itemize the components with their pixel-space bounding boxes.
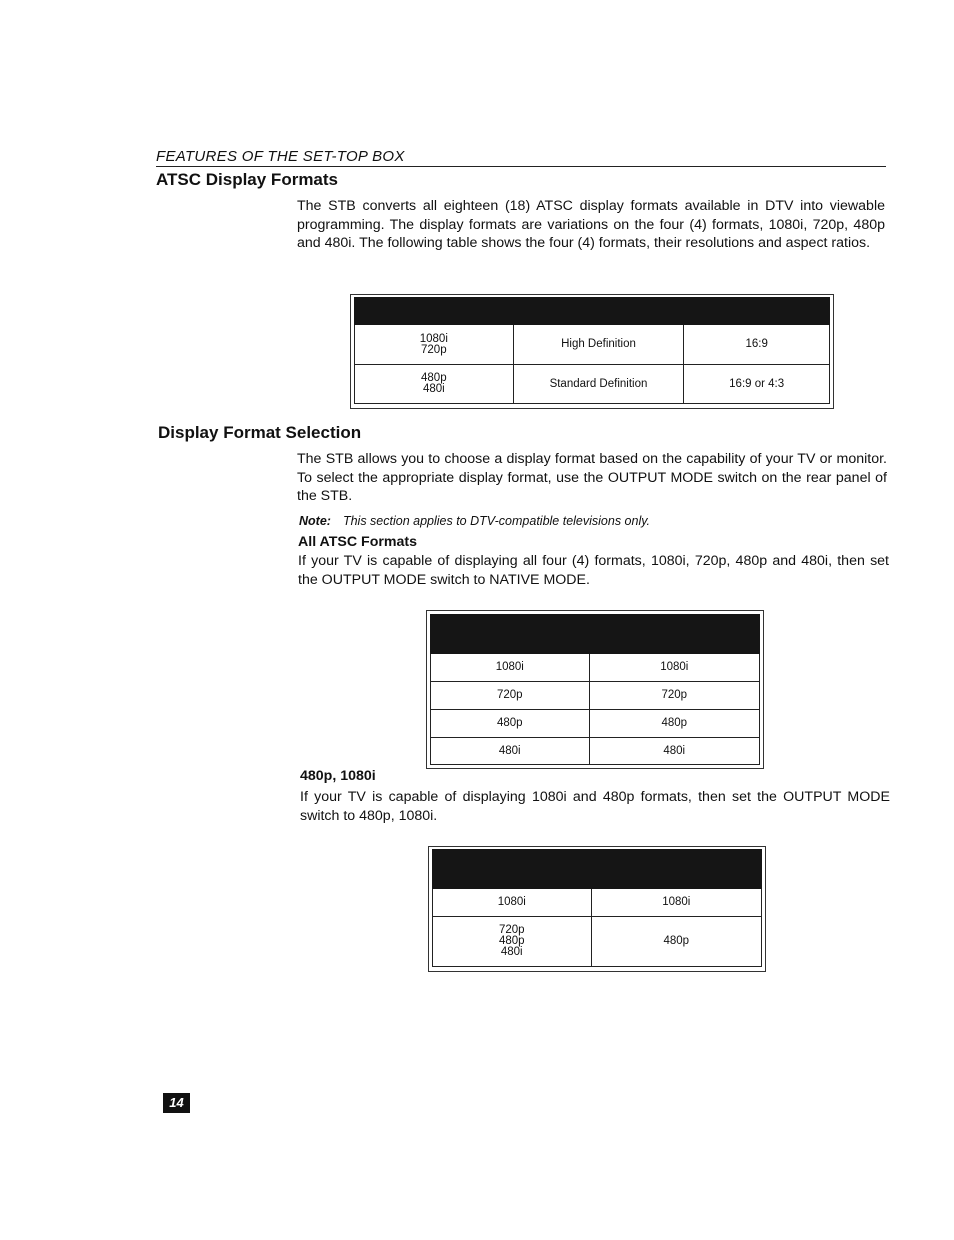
table-header-row bbox=[431, 615, 760, 654]
table-row bbox=[431, 654, 760, 682]
input-cell: 480i bbox=[431, 738, 590, 765]
table-row bbox=[355, 365, 830, 404]
subsection-title-all-atsc: All ATSC Formats bbox=[298, 534, 418, 550]
format-1080i: 1080i bbox=[419, 332, 448, 345]
table-row bbox=[431, 682, 760, 710]
480p-1080i-paragraph: If your TV is capable of displaying 1080i and 480p formats, then set the OUTPUT MODE switch to 480p, 1080i. bbox=[300, 789, 890, 824]
input-cell: 480p bbox=[431, 710, 590, 738]
output-cell: 1080i bbox=[589, 654, 759, 682]
format-480p: 480p bbox=[421, 372, 447, 384]
table-row bbox=[355, 325, 830, 365]
page-number: 14 bbox=[163, 1093, 190, 1113]
intro-paragraph: The STB converts all eighteen (18) ATSC display formats available in DTV into viewable programming. The display formats are variations on the four (4) formats, 1080i, 720p, 480p and 480i. The following table shows the four (4) formats, their resolutions and aspect ratios. bbox=[297, 198, 885, 252]
output-cell: 480i bbox=[589, 738, 759, 765]
table-header-row bbox=[433, 850, 762, 889]
format-480i: 480i bbox=[422, 383, 445, 395]
aspect-cell: 16:9 or 4:3 bbox=[684, 365, 830, 404]
format-720p: 720p bbox=[421, 343, 447, 356]
table-row bbox=[431, 710, 760, 738]
note-text: This section applies to DTV-compatible televisions only. bbox=[342, 514, 651, 528]
table-row bbox=[433, 889, 762, 917]
format-480p: 480p bbox=[498, 935, 525, 947]
format-cell bbox=[355, 365, 514, 404]
format-cell bbox=[355, 325, 514, 365]
input-cell: 1080i bbox=[431, 654, 590, 682]
output-cell: 480p bbox=[591, 917, 761, 967]
format-720p: 720p bbox=[498, 924, 525, 936]
section-title-atsc-formats: ATSC Display Formats bbox=[156, 170, 339, 189]
table-row bbox=[431, 738, 760, 765]
table-header-row bbox=[355, 298, 830, 325]
note-label: Note: bbox=[299, 514, 331, 528]
format-480i: 480i bbox=[500, 946, 523, 958]
selection-paragraph: The STB allows you to choose a display format based on the capability of your TV or monitor. To select the appropriate display format, use the OUTPUT MODE switch on the rear panel of the STB. bbox=[297, 451, 887, 505]
all-atsc-paragraph: If your TV is capable of displaying all four (4) formats, 1080i, 720p, 480p and 480i, then set the OUTPUT MODE switch to NATIVE MODE. bbox=[298, 553, 889, 588]
resolution-cell: Standard Definition bbox=[513, 365, 684, 404]
output-cell: 480p bbox=[589, 710, 759, 738]
480p-1080i-table bbox=[432, 849, 762, 967]
output-cell: 1080i bbox=[591, 889, 761, 917]
input-cell: 1080i bbox=[433, 889, 592, 917]
output-cell: 720p bbox=[589, 682, 759, 710]
native-mode-table bbox=[430, 614, 760, 765]
atsc-formats-table bbox=[354, 297, 830, 404]
aspect-cell: 16:9 bbox=[684, 325, 830, 365]
input-cell: 720p bbox=[431, 682, 590, 710]
note bbox=[299, 514, 650, 528]
table-row bbox=[433, 917, 762, 967]
section-title-display-format-selection: Display Format Selection bbox=[158, 423, 362, 442]
resolution-cell: High Definition bbox=[513, 325, 684, 365]
subsection-title-480p-1080i: 480p, 1080i bbox=[300, 768, 376, 784]
running-head: FEATURES OF THE SET-TOP BOX bbox=[156, 148, 886, 167]
input-cell bbox=[433, 917, 592, 967]
